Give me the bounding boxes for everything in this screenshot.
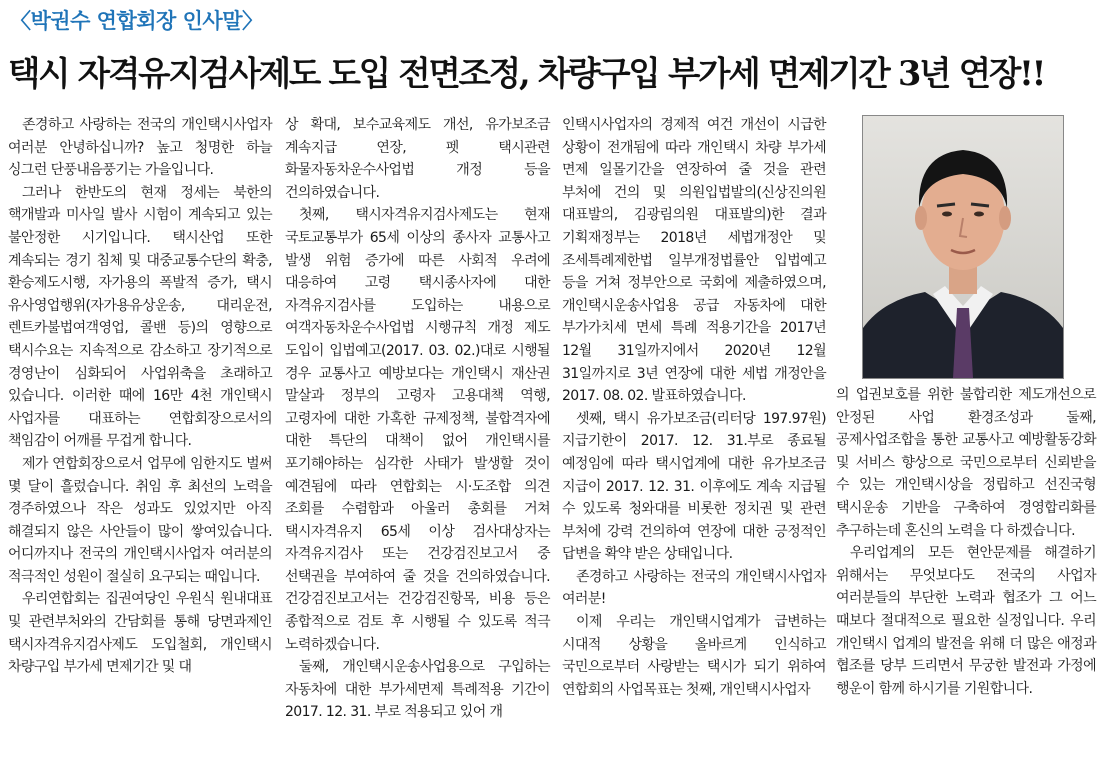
paragraph: 인택시사업자의 경제적 여건 개선이 시급한 상황이 전개됨에 따라 개인택시 차량 부가세 면제 일몰기간을 연장하여 줄 것을 관련 부처에 건의 및 의원입법발의(신상진의원 대표발의, 김광림의원 대표발의)한 결과 기획재정부는 2018년 세법개정안 및 조세특례제한법 일부개정법률안 입법예고 등을 거쳐 정부안으로 국회에 제출하였으며, 개인택시운송사업용 공급 자동차에 대한 부가가치세 면세 특례 적용기간을 2017년 12월 31일까지에서 2020년 12월 31일까지로 3년 연장에 대한 세법 개정안을 2017. 08. 02. 발표하였습니다. <box>562 117 826 405</box>
paragraph: 상 확대, 보수교육제도 개선, 유가보조금 계속지급 연장, 펫 택시관련 화물자동차운수사업법 개정 등을 건의하였습니다. <box>285 117 550 201</box>
paragraph: 우리연합회는 집권여당인 우원식 원내대표 및 관련부처와의 간담회를 통해 당면과제인 택시자격유지검사제도 도입철회, 개인택시 차량구입 부가세 면제기간 및 대 <box>8 591 272 676</box>
article-column-3 <box>562 114 826 701</box>
paragraph: 둘째, 개인택시운송사업용으로 구입하는 자동차에 대한 부가세면제 특례적용 기간이 2017. 12. 31. 부로 적용되고 있어 개 <box>285 659 550 721</box>
article-column-1 <box>8 114 272 679</box>
article-column-2 <box>285 114 550 724</box>
article-column-4 <box>836 384 1096 700</box>
paragraph: 존경하고 사랑하는 전국의 개인택시사업자 여러분 안녕하십니까? 높고 청명한 하늘 싱그런 단풍내음풍기는 가을입니다. <box>8 117 272 179</box>
paragraph: 제가 연합회장으로서 업무에 임한지도 벌써 몇 달이 흘렀습니다. 취임 후 최선의 노력을 경주하였으나 작은 성과도 있었지만 아직 해결되지 않은 사안들이 많이 쌓여있습니다. 어디까지나 전국의 개인택시사업자 여러분의 적극적인 성원이 절실히 요구되는 때입니다. <box>8 455 272 585</box>
paragraph: 우리업계의 모든 현안문제를 해결하기 위해서는 무엇보다도 전국의 사업자 여러분들의 부단한 노력과 협조가 그 어느 때보다 절대적으로 필요한 실정입니다. 우리 개인택시 업계의 발전을 위해 더 많은 애정과 협조를 당부 드리면서 무궁한 발전과 가정에 행운이 함께 하시기를 기원합니다. <box>836 545 1096 697</box>
headline: 택시 자격유지검사제도 도입 전면조정, 차량구입 부가세 면제기간 3년 연장!! <box>8 54 1045 93</box>
section-kicker: 〈박권수 연합회장 인사말〉 <box>10 9 263 33</box>
paragraph: 존경하고 사랑하는 전국의 개인택시사업자 여러분! <box>562 568 826 608</box>
paragraph: 이제 우리는 개인택시업계가 급변하는 시대적 상황을 올바르게 인식하고 국민으로부터 사랑받는 택시가 되기 위하여 연합회의 사업목표는 첫째, 개인택시사업자 <box>562 614 826 698</box>
portrait-photo <box>862 115 1064 379</box>
paragraph: 셋째, 택시 유가보조금(리터당 197.97원) 지급기한이 2017. 12. 31.부로 종료될 예정임에 따라 택시업계에 대한 유가보조금 지급이 2017. 12. 31. 이후에도 계속 지급될 수 있도록 청와대를 비롯한 정치권 및 관련 부처에 강력 건의하여 연장에 대한 긍정적인 답변을 확약 받은 상태입니다. <box>562 410 826 563</box>
paragraph: 첫째, 택시자격유지검사제도는 현재 국토교통부가 65세 이상의 종사자 교통사고 발생 위험 증가에 따른 사회적 우려에 대응하여 고령 택시종사자에 대한 자격유지검사를 도입하는 내용으로 여객자동차운수사업법 시행규칙 개정 제도 도입이 입법예고(2017. 03. 02.)대로 시행될 경우 교통사고 예방보다는 개인택시 재산권 말살과 정부의 고령자 고용대책 역행, 고령자에 대한 가혹한 규제정책, 불합격자에 대한 특단의 대책이 없어 개인택시를 포기해야하는 심각한 사태가 발생할 것이 예견됨에 따라 연합회는 시·도조합 의견 조회를 수렴함과 아울러 총회를 거쳐 택시자격유지 65세 이상 검사대상자는 자격유지검사 또는 건강검진보고서 중 선택권을 부여하여 줄 것을 건의하였습니다. 건강검진보고서는 건강검진항목, 비용 등은 종합적으로 검토 후 시행될 수 있도록 적극 노력하겠습니다. <box>285 207 550 653</box>
portrait-illustration <box>863 116 1063 378</box>
paragraph: 의 업권보호를 위한 불합리한 제도개선으로 안정된 사업 환경조성과 둘째, 공제사업조합을 통한 교통사고 예방활동강화 및 서비스 향상으로 국민으로부터 신뢰받을 수 있는 개인택시상을 정립하고 선진국형 택시운송 기반을 구축하여 경영합리화를 추구하는데 혼신의 노력을 다 하겠습니다. <box>836 387 1096 539</box>
paragraph: 그러나 한반도의 현재 정세는 북한의 핵개발과 미사일 발사 시험이 계속되고 있는 불안정한 시기입니다. 택시산업 또한 계속되는 경기 침체 및 대중교통수단의 확충, 환승제도시행, 자가용의 폭발적 증가, 택시 유사영업행위(자가용유상운송, 대리운전, 렌트카불법여객영업, 콜밴 등)의 영향으로 택시수요는 지속적으로 감소하고 장기적으로 경영난이 심화되어 사업위축을 초래하고 있습니다. 이러한 때에 16만 4천 개인택시 사업자를 대표하는 연합회장으로서의 책임감이 어깨를 무겁게 합니다. <box>8 184 272 450</box>
